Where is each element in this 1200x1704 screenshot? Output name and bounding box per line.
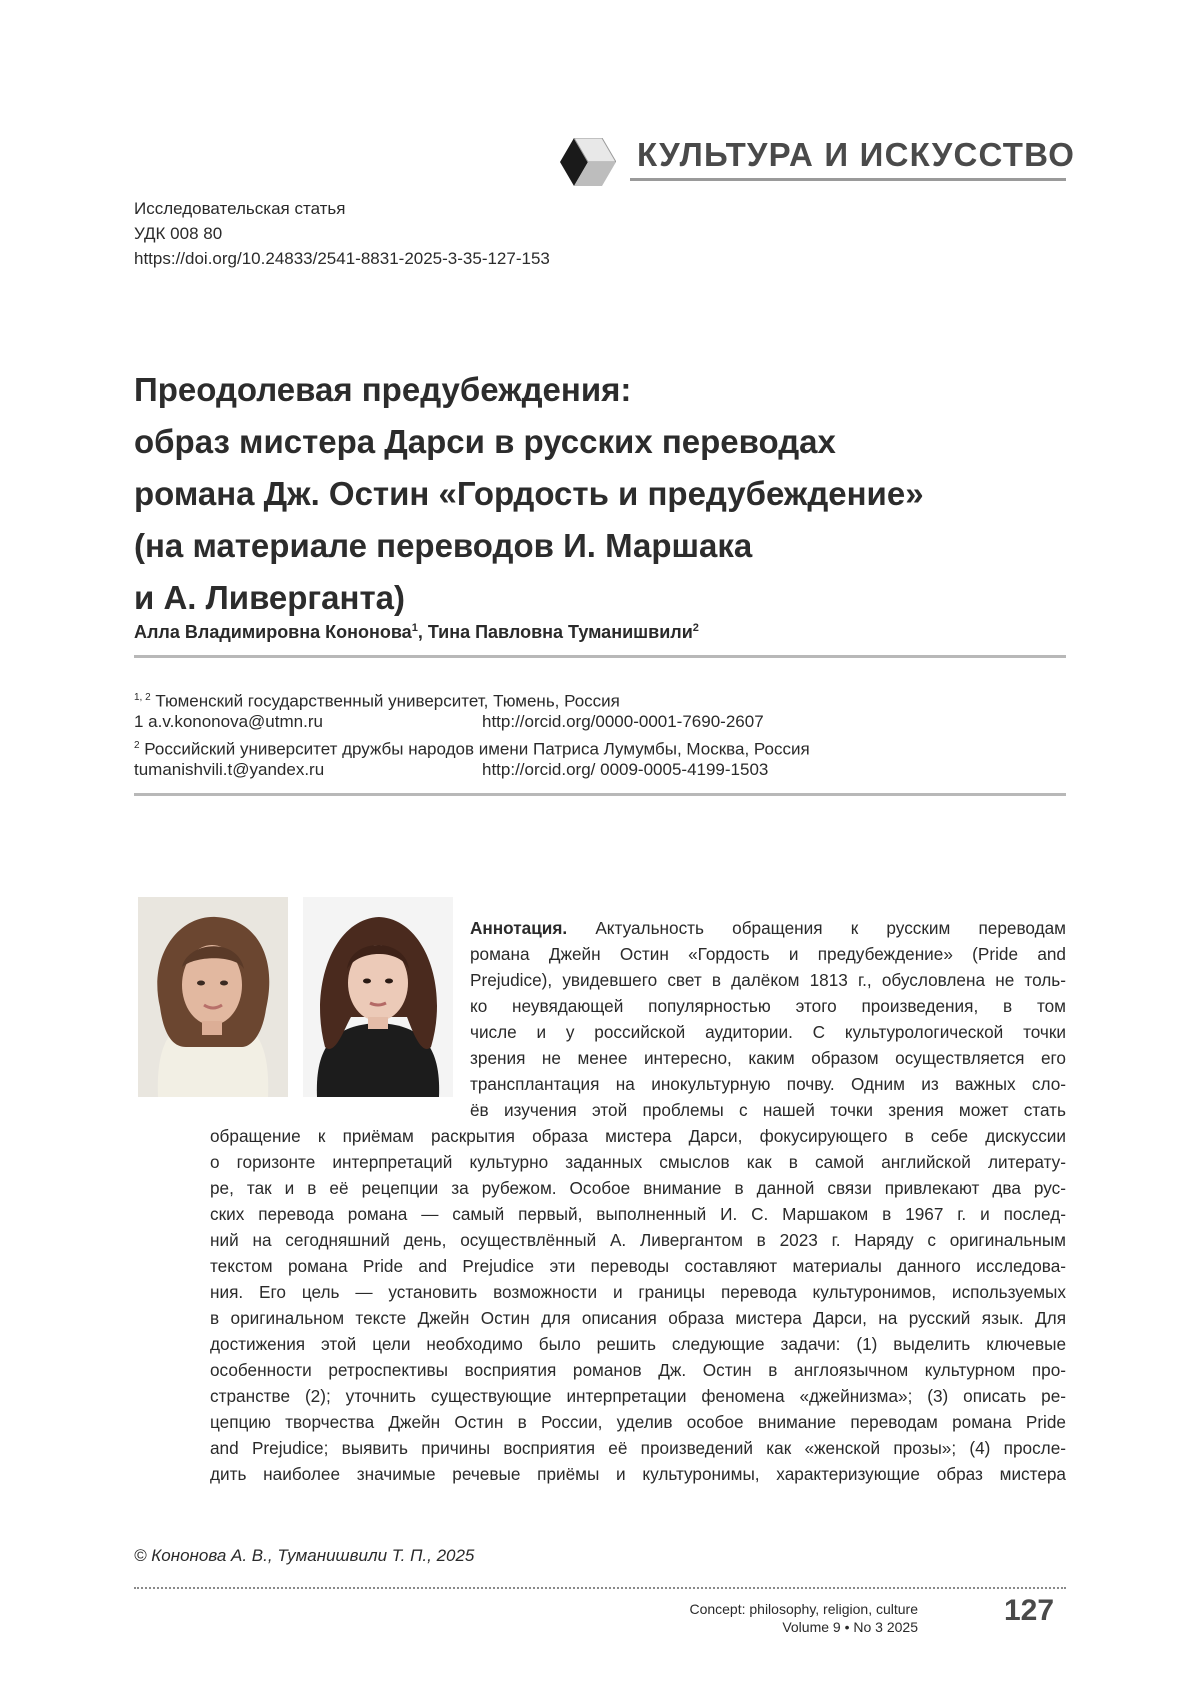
article-type: Исследовательская статья [134, 199, 346, 218]
abstract-line: ских перевода романа — самый первый, выполненный И. С. Маршаком в 1967 г. и послед- [210, 1204, 1066, 1224]
title-line: и А. Ливерганта) [134, 579, 405, 616]
article-meta [134, 196, 550, 271]
affiliation-row [134, 686, 1066, 710]
title-line: романа Дж. Остин «Гордость и предубеждение» [134, 475, 924, 512]
abstract-text-top [470, 915, 1066, 1123]
orcid-link[interactable]: http://orcid.org/0000-0001-7690-2607 [482, 712, 764, 731]
journal-name: Concept: philosophy, religion, culture [689, 1601, 918, 1617]
portrait-image [303, 897, 453, 1097]
doi-link[interactable]: https://doi.org/10.24833/2541-8831-2025-3-35-127-153 [134, 249, 550, 268]
portrait-image [138, 897, 288, 1097]
title-line: (на материале переводов И. Маршака [134, 527, 753, 564]
divider [134, 655, 1066, 658]
author-photo-1 [138, 897, 288, 1097]
abstract-line: особенности ретроспективы восприятия романов Дж. Остин в англоязычном культурном про- [210, 1360, 1066, 1380]
affiliation-row [134, 734, 1066, 758]
title-line: образ мистера Дарси в русских переводах [134, 423, 836, 460]
abstract-line: зрения не менее интересно, каким образом осуществляется его [470, 1048, 1066, 1068]
abstract-line: обращение к приёмам раскрытия образа мистера Дарси, фокусирующего в себе дискуссии [210, 1126, 1066, 1146]
abstract-line: ёв изучения этой проблемы с нашей точки зрения может стать [470, 1100, 1066, 1120]
abstract-line: в оригинальном тексте Джейн Остин для описания образа мистера Дарси, на русский язык. Для [210, 1308, 1066, 1328]
abstract-text-bottom [210, 1123, 1066, 1487]
author-name: Тина Павловна Туманишвили [427, 622, 693, 642]
abstract-line: цепцию творчества Джейн Остин в России, уделив особое внимание переводам романа Pride [210, 1412, 1066, 1432]
section-header [560, 134, 1076, 186]
section-title: КУЛЬТУРА И ИСКУССТВО [637, 136, 1076, 173]
author-name: Алла Владимировна Кононова [134, 622, 412, 642]
author-affiliation-mark: 1 [411, 622, 418, 634]
abstract-line: текстом романа Pride and Prejudice эти переводы составляют материалы данного исследова- [210, 1256, 1066, 1276]
author-affiliation-mark: 2 [692, 622, 699, 634]
abstract-line: ко неувядающей популярностью этого произведения, в том [470, 996, 1066, 1016]
contact-row [134, 710, 1066, 734]
abstract-line: числе и у российской аудитории. С культурологической точки [470, 1022, 1066, 1042]
authors-line [134, 622, 699, 643]
abstract-line: трансплантация на инокультурную почву. Одним из важных сло- [470, 1074, 1066, 1094]
copyright: © Кононова А. В., Туманишвили Т. П., 2025 [134, 1546, 475, 1565]
udk-code: УДК 008 80 [134, 224, 223, 243]
journal-issue: Volume 9 • No 3 2025 [782, 1619, 918, 1635]
article-title [134, 364, 1064, 624]
abstract-label: Аннотация. [470, 918, 568, 938]
author-email[interactable]: 1 a.v.kononova@utmn.ru [134, 712, 323, 731]
divider [134, 793, 1066, 796]
author-email[interactable]: tumanishvili.t@yandex.ru [134, 760, 325, 779]
affiliation-text: Российский университет дружбы народов имени Патриса Лумумбы, Москва, Россия [139, 739, 810, 759]
abstract-line: ния. Его цель — установить возможности и границы перевода культуронимов, используемых [210, 1282, 1066, 1302]
affiliation-mark: 2 [134, 740, 140, 751]
affiliation-mark: 1, 2 [134, 692, 151, 703]
author-separator: , [417, 622, 428, 642]
abstract-line: дить наиболее значимые речевые приёмы и культуронимы, характеризующие образ мистера [210, 1464, 1066, 1484]
abstract-line: and Prejudice; выявить причины восприятия её произведений как «женской прозы»; (4) просле- [210, 1438, 1066, 1458]
cube-logo-icon [560, 138, 616, 186]
abstract-line: странстве (2); уточнить существующие интерпретации феномена «джейнизма»; (3) описать ре- [210, 1386, 1066, 1406]
author-photo-2 [303, 897, 453, 1097]
abstract-line: Prejudice), увидевшего свет в далёком 1813 г., обусловлена не толь- [470, 970, 1066, 990]
abstract-line: романа Джейн Остин «Гордость и предубеждение» (Pride and [470, 944, 1066, 964]
affiliations [134, 686, 1066, 782]
abstract-line: ний на сегодняшний день, осуществлённый А. Ливергантом в 2023 г. Наряду с оригинальным [210, 1230, 1066, 1250]
abstract-line: достижения этой цели необходимо было решить следующие задачи: (1) выделить ключевые [210, 1334, 1066, 1354]
orcid-link[interactable]: http://orcid.org/ 0009-0005-4199-1503 [482, 760, 769, 779]
section-divider [630, 178, 1066, 181]
abstract-line: ре, так и в её рецепции за рубежом. Особое внимание в данной связи привлекают два рус- [210, 1178, 1066, 1198]
journal-info [610, 1600, 918, 1636]
abstract-line: о горизонте интерпретаций культурно заданных смыслов как в самой английской литерату- [210, 1152, 1066, 1172]
affiliation-text: Тюменский государственный университет, Тюмень, Россия [150, 691, 620, 711]
title-line: Преодолевая предубеждения: [134, 371, 632, 408]
contact-row [134, 758, 1066, 782]
footer-divider [134, 1587, 1066, 1589]
page-number: 127 [1004, 1594, 1055, 1627]
abstract-line: Аннотация. Актуальность обращения к русским переводам [470, 918, 1066, 938]
